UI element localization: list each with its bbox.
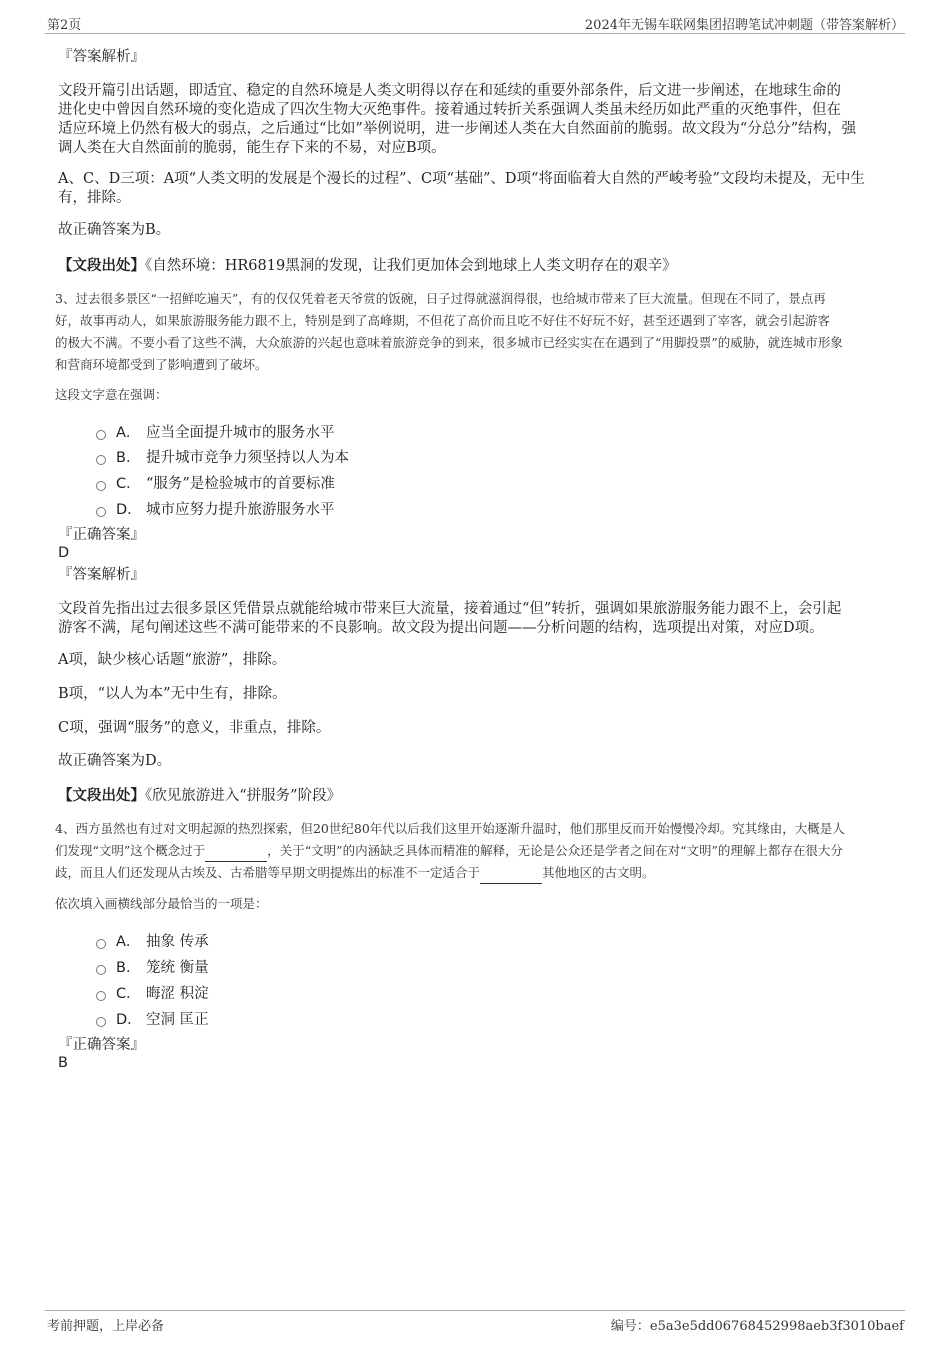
q2-source: [58, 256, 677, 276]
option-text: 空洞 匡正: [146, 1012, 209, 1028]
q4-answer: B: [58, 1055, 68, 1071]
option-text: 抽象 传承: [146, 934, 209, 950]
option-letter: D．: [116, 502, 142, 518]
q2-analysis-line: 适应环境上仍然有极大的弱点，之后通过“比如”举例说明，进一步阐述人类在大自然面前的脆弱。故文段为“分总分”结构，强: [58, 121, 857, 137]
option-letter: A．: [116, 425, 141, 441]
q3-option-a[interactable]: [96, 421, 335, 442]
q3-exclusion-a: A项，缺少核心话题“旅游”，排除。: [58, 652, 287, 668]
radio-icon[interactable]: [96, 1017, 106, 1027]
q4-question-line: [55, 840, 900, 862]
option-letter: B．: [116, 960, 141, 976]
q3-stem: 这段文字意在强调：: [55, 387, 168, 402]
q4-question-line: 4、西方虽然也有过对文明起源的热烈探索，但20世纪80年代以后我们这里开始逐渐升温时，他们那里反而开始慢慢冷却。究其缘由，大概是人: [55, 821, 845, 836]
option-letter: C．: [116, 986, 141, 1002]
header-divider: [45, 33, 905, 34]
option-text: 提升城市竞争力须坚持以人为本: [146, 450, 349, 466]
q2-conclusion: 故正确答案为B。: [58, 222, 171, 238]
radio-icon[interactable]: [96, 481, 106, 491]
q4-question-line: [55, 862, 900, 884]
q3-source-label: 【文段出处】: [58, 787, 145, 804]
option-letter: D．: [116, 1012, 142, 1028]
q3-analysis-line: 文段首先指出过去很多景区凭借景点就能给城市带来巨大流量，接着通过“但”转折，强调如果旅游服务能力跟不上，会引起: [58, 601, 842, 617]
option-letter: A．: [116, 934, 141, 950]
q2-analysis-label: 『答案解析』: [58, 49, 145, 65]
q2-exclusion-line: A、C、D三项：A项“人类文明的发展是个漫长的过程”、C项“基础”、D项“将面临着大自然的严峻考验”文段均未提及，无中生: [58, 171, 865, 187]
q2-analysis: [58, 82, 896, 158]
fill-blank-1: [205, 848, 267, 862]
radio-icon[interactable]: [96, 507, 106, 517]
q3-option-b[interactable]: [96, 446, 349, 467]
footer-slogan: 考前押题，上岸必备: [47, 1319, 165, 1334]
q3-option-c[interactable]: [96, 472, 335, 493]
q4-text: 们发现“文明”这个概念过于: [55, 843, 206, 858]
q4-option-b[interactable]: [96, 956, 209, 977]
radio-icon[interactable]: [96, 455, 106, 465]
option-letter: B．: [116, 450, 141, 466]
q3-analysis: [58, 600, 896, 638]
q3-question-line: 的极大不满。不要小看了这些不满，大众旅游的兴起也意味着旅游竞争的到来，很多城市已经实实在在遇到了“用脚投票”的威胁，就连城市形象: [55, 335, 843, 350]
radio-icon[interactable]: [96, 430, 106, 440]
q3-exclusion-c: C项，强调“服务”的意义，非重点，排除。: [58, 720, 331, 736]
q3-answer-label: 『正确答案』: [58, 527, 145, 543]
q2-source-text: 《自然环境：HR6819黑洞的发现，让我们更加体会到地球上人类文明存在的艰辛》: [145, 258, 677, 274]
q3-source: [58, 786, 341, 806]
option-text: “服务”是检验城市的首要标准: [146, 476, 335, 492]
q3-exclusion-b: B项，“以人为本”无中生有，排除。: [58, 686, 287, 702]
fill-blank-2: [480, 870, 542, 884]
q4-option-d[interactable]: [96, 1008, 209, 1029]
q2-exclusion: [58, 170, 896, 208]
q4-question: [55, 818, 900, 884]
q4-text: 歧，而且人们还发现从古埃及、古希腊等早期文明提炼出的标准不一定适合于: [55, 865, 481, 880]
q3-question-line: 和营商环境都受到了影响遭到了破坏。: [55, 357, 268, 372]
option-text: 城市应努力提升旅游服务水平: [146, 502, 335, 518]
q3-question: [55, 288, 900, 376]
q4-stem: 依次填入画横线部分最恰当的一项是：: [55, 896, 268, 911]
q3-answer: D: [58, 545, 70, 561]
q3-analysis-line: 游客不满，尾句阐述这些不满可能带来的不良影响。故文段为提出问题——分析问题的结构，选项提出对策，对应D项。: [58, 620, 824, 636]
q4-text: 其他地区的古文明。: [542, 865, 655, 880]
radio-icon[interactable]: [96, 965, 106, 975]
q4-text: ，关于“文明”的内涵缺乏具体而精准的解释，无论是公众还是学者之间在对“文明”的理解上都存在很大分: [267, 843, 843, 858]
radio-icon[interactable]: [96, 991, 106, 1001]
q2-analysis-line: 进化史中曾因自然环境的变化造成了四次生物大灭绝事件。接着通过转折关系强调人类虽未经历如此严重的灭绝事件，但在: [58, 102, 841, 118]
option-text: 晦涩 积淀: [146, 986, 209, 1002]
document-title: 2024年无锡车联网集团招聘笔试冲刺题（带答案解析）: [584, 18, 904, 33]
radio-icon[interactable]: [96, 939, 106, 949]
q3-question-line: 3、过去很多景区“一招鲜吃遍天”，有的仅仅凭着老天爷赏的饭碗，日子过得就滋润得很，也给城市带来了巨大流量。但现在不同了，景点再: [55, 291, 826, 306]
q3-analysis-label: 『答案解析』: [58, 567, 145, 583]
page-number: 第2页: [47, 18, 82, 33]
q3-conclusion: 故正确答案为D。: [58, 753, 172, 769]
q2-source-label: 【文段出处】: [58, 257, 145, 274]
q4-option-c[interactable]: [96, 982, 209, 1003]
q3-option-d[interactable]: [96, 498, 335, 519]
footer-divider: [45, 1310, 905, 1311]
q2-exclusion-line: 有，排除。: [58, 190, 131, 206]
q3-question-line: 好，故事再动人，如果旅游服务能力跟不上，特别是到了高峰期，不但花了高价而且吃不好住不好玩不好，甚至还遇到了宰客，就会引起游客: [55, 313, 831, 328]
q3-source-text: 《欣见旅游进入“拼服务”阶段》: [145, 788, 342, 804]
option-text: 应当全面提升城市的服务水平: [146, 425, 335, 441]
q2-analysis-line: 调人类在大自然面前的脆弱，能生存下来的不易，对应B项。: [58, 140, 446, 156]
option-text: 笼统 衡量: [146, 960, 209, 976]
document-id: 编号：e5a3e5dd06768452998aeb3f3010baef: [610, 1319, 904, 1334]
q4-answer-label: 『正确答案』: [58, 1037, 145, 1053]
option-letter: C．: [116, 476, 141, 492]
q2-analysis-line: 文段开篇引出话题，即适宜、稳定的自然环境是人类文明得以存在和延续的重要外部条件，后文进一步阐述，在地球生命的: [58, 83, 841, 99]
q4-option-a[interactable]: [96, 930, 209, 951]
